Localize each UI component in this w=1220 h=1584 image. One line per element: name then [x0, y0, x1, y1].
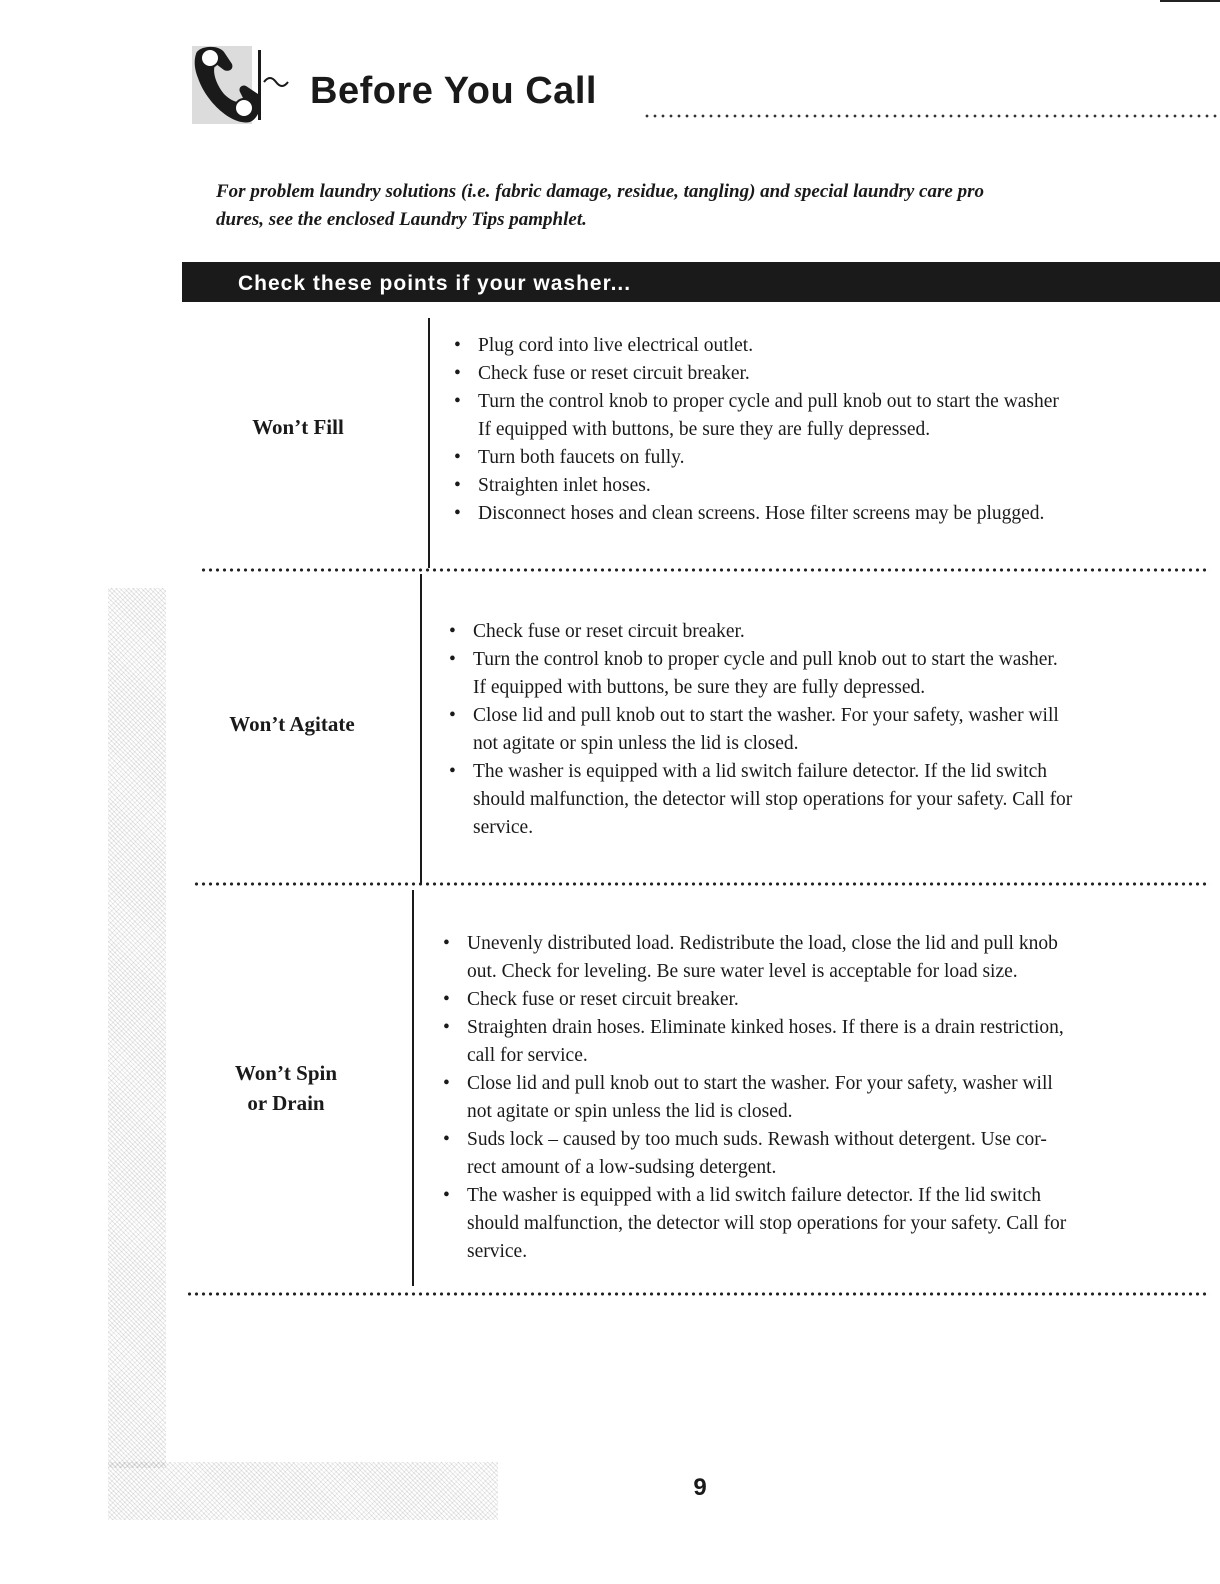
- problem-label-line: Won’t Spin: [234, 1061, 338, 1085]
- row-separator: [186, 1292, 1210, 1296]
- telephone-icon: [188, 42, 298, 128]
- row-separator: [193, 882, 1210, 886]
- tip-item: [452, 332, 1059, 360]
- top-edge-rule: [1160, 0, 1220, 2]
- page-title: Before You Call: [310, 70, 597, 112]
- column-divider: [428, 318, 430, 568]
- tip-line: • The washer is equipped with a lid switch failure detector. If the lid switch: [467, 1185, 1042, 1206]
- tip-line: • Straighten drain hoses. Eliminate kinked hoses. If there is a drain restriction,: [467, 1017, 1064, 1038]
- title-dot-leader: [643, 114, 1220, 118]
- tip-line: service.: [467, 1241, 528, 1262]
- tip-item: [447, 702, 1072, 758]
- tip-line: If equipped with buttons, be sure they are fully depressed.: [478, 419, 931, 440]
- tip-line: rect amount of a low-sudsing detergent.: [467, 1157, 777, 1178]
- column-divider: [412, 890, 414, 1286]
- scan-artifact-strip: [108, 588, 166, 1468]
- tip-line: • Close lid and pull knob out to start the washer. For your safety, washer will: [467, 1073, 1053, 1094]
- tip-line: service.: [473, 817, 534, 838]
- problem-label-wont-agitate: [182, 709, 402, 739]
- tip-line: call for service.: [467, 1045, 588, 1066]
- intro-note: [216, 178, 1220, 234]
- tip-item: [452, 388, 1059, 444]
- problem-label-line: or Drain: [247, 1091, 325, 1115]
- tip-line: • Check fuse or reset circuit breaker.: [478, 363, 750, 384]
- intro-line: For problem laundry solutions (i.e. fabric damage, residue, tangling) and special laundry care pro: [216, 181, 984, 202]
- tip-item: [441, 1182, 1066, 1266]
- problem-label-wont-fill: [188, 412, 408, 442]
- problem-label-wont-spin-or-drain: [176, 1058, 396, 1118]
- section-heading-bar: [182, 262, 1220, 302]
- tip-item: [452, 360, 1059, 388]
- tip-line: • Unevenly distributed load. Redistribute the load, close the lid and pull knob: [467, 933, 1058, 954]
- tip-line: • Check fuse or reset circuit breaker.: [473, 621, 745, 642]
- tip-item: [441, 986, 1066, 1014]
- tip-item: [441, 1014, 1066, 1070]
- tip-line: • Check fuse or reset circuit breaker.: [467, 989, 739, 1010]
- page-number: 9: [693, 1474, 707, 1501]
- tips-list-wont-fill: [452, 332, 1059, 528]
- row-separator: [200, 568, 1210, 572]
- tip-item: [447, 646, 1072, 702]
- scan-artifact-strip-bottom: [108, 1462, 498, 1520]
- tip-item: [441, 1126, 1066, 1182]
- tip-line: If equipped with buttons, be sure they are fully depressed.: [473, 677, 926, 698]
- tip-line: • Close lid and pull knob out to start the washer. For your safety, washer will: [473, 705, 1059, 726]
- tip-line: • Turn the control knob to proper cycle and pull knob out to start the washer.: [473, 649, 1058, 670]
- tips-list-wont-spin-or-drain: [441, 930, 1066, 1266]
- intro-line: dures, see the enclosed Laundry Tips pamphlet.: [216, 209, 587, 230]
- tip-line: • Suds lock – caused by too much suds. Rewash without detergent. Use cor-: [467, 1129, 1047, 1150]
- tip-line: • Plug cord into live electrical outlet.: [478, 335, 754, 356]
- tip-line: not agitate or spin unless the lid is closed.: [467, 1101, 793, 1122]
- tip-line: • Straighten inlet hoses.: [478, 475, 651, 496]
- tip-item: [441, 930, 1066, 986]
- tip-line: • Turn the control knob to proper cycle and pull knob out to start the washer: [478, 391, 1059, 412]
- tip-line: should malfunction, the detector will stop operations for your safety. Call for: [467, 1213, 1067, 1234]
- tips-list-wont-agitate: [447, 618, 1072, 842]
- tip-item: [447, 618, 1072, 646]
- tip-item: [452, 472, 1059, 500]
- tip-line: • The washer is equipped with a lid switch failure detector. If the lid switch: [473, 761, 1048, 782]
- tip-line: should malfunction, the detector will stop operations for your safety. Call for: [473, 789, 1073, 810]
- page-header: [188, 42, 1220, 132]
- section-heading: Check these points if your washer...: [238, 272, 632, 295]
- tip-item: [452, 444, 1059, 472]
- tip-item: [441, 1070, 1066, 1126]
- tip-item: [447, 758, 1072, 842]
- tip-line: • Disconnect hoses and clean screens. Hose filter screens may be plugged.: [478, 503, 1045, 524]
- tip-line: not agitate or spin unless the lid is closed.: [473, 733, 799, 754]
- tip-line: • Turn both faucets on fully.: [478, 447, 685, 468]
- problem-label-line: Won’t Agitate: [229, 712, 355, 736]
- column-divider: [420, 574, 422, 884]
- problem-label-line: Won’t Fill: [252, 415, 344, 439]
- tip-item: [452, 500, 1059, 528]
- tip-line: out. Check for leveling. Be sure water level is acceptable for load size.: [467, 961, 1018, 982]
